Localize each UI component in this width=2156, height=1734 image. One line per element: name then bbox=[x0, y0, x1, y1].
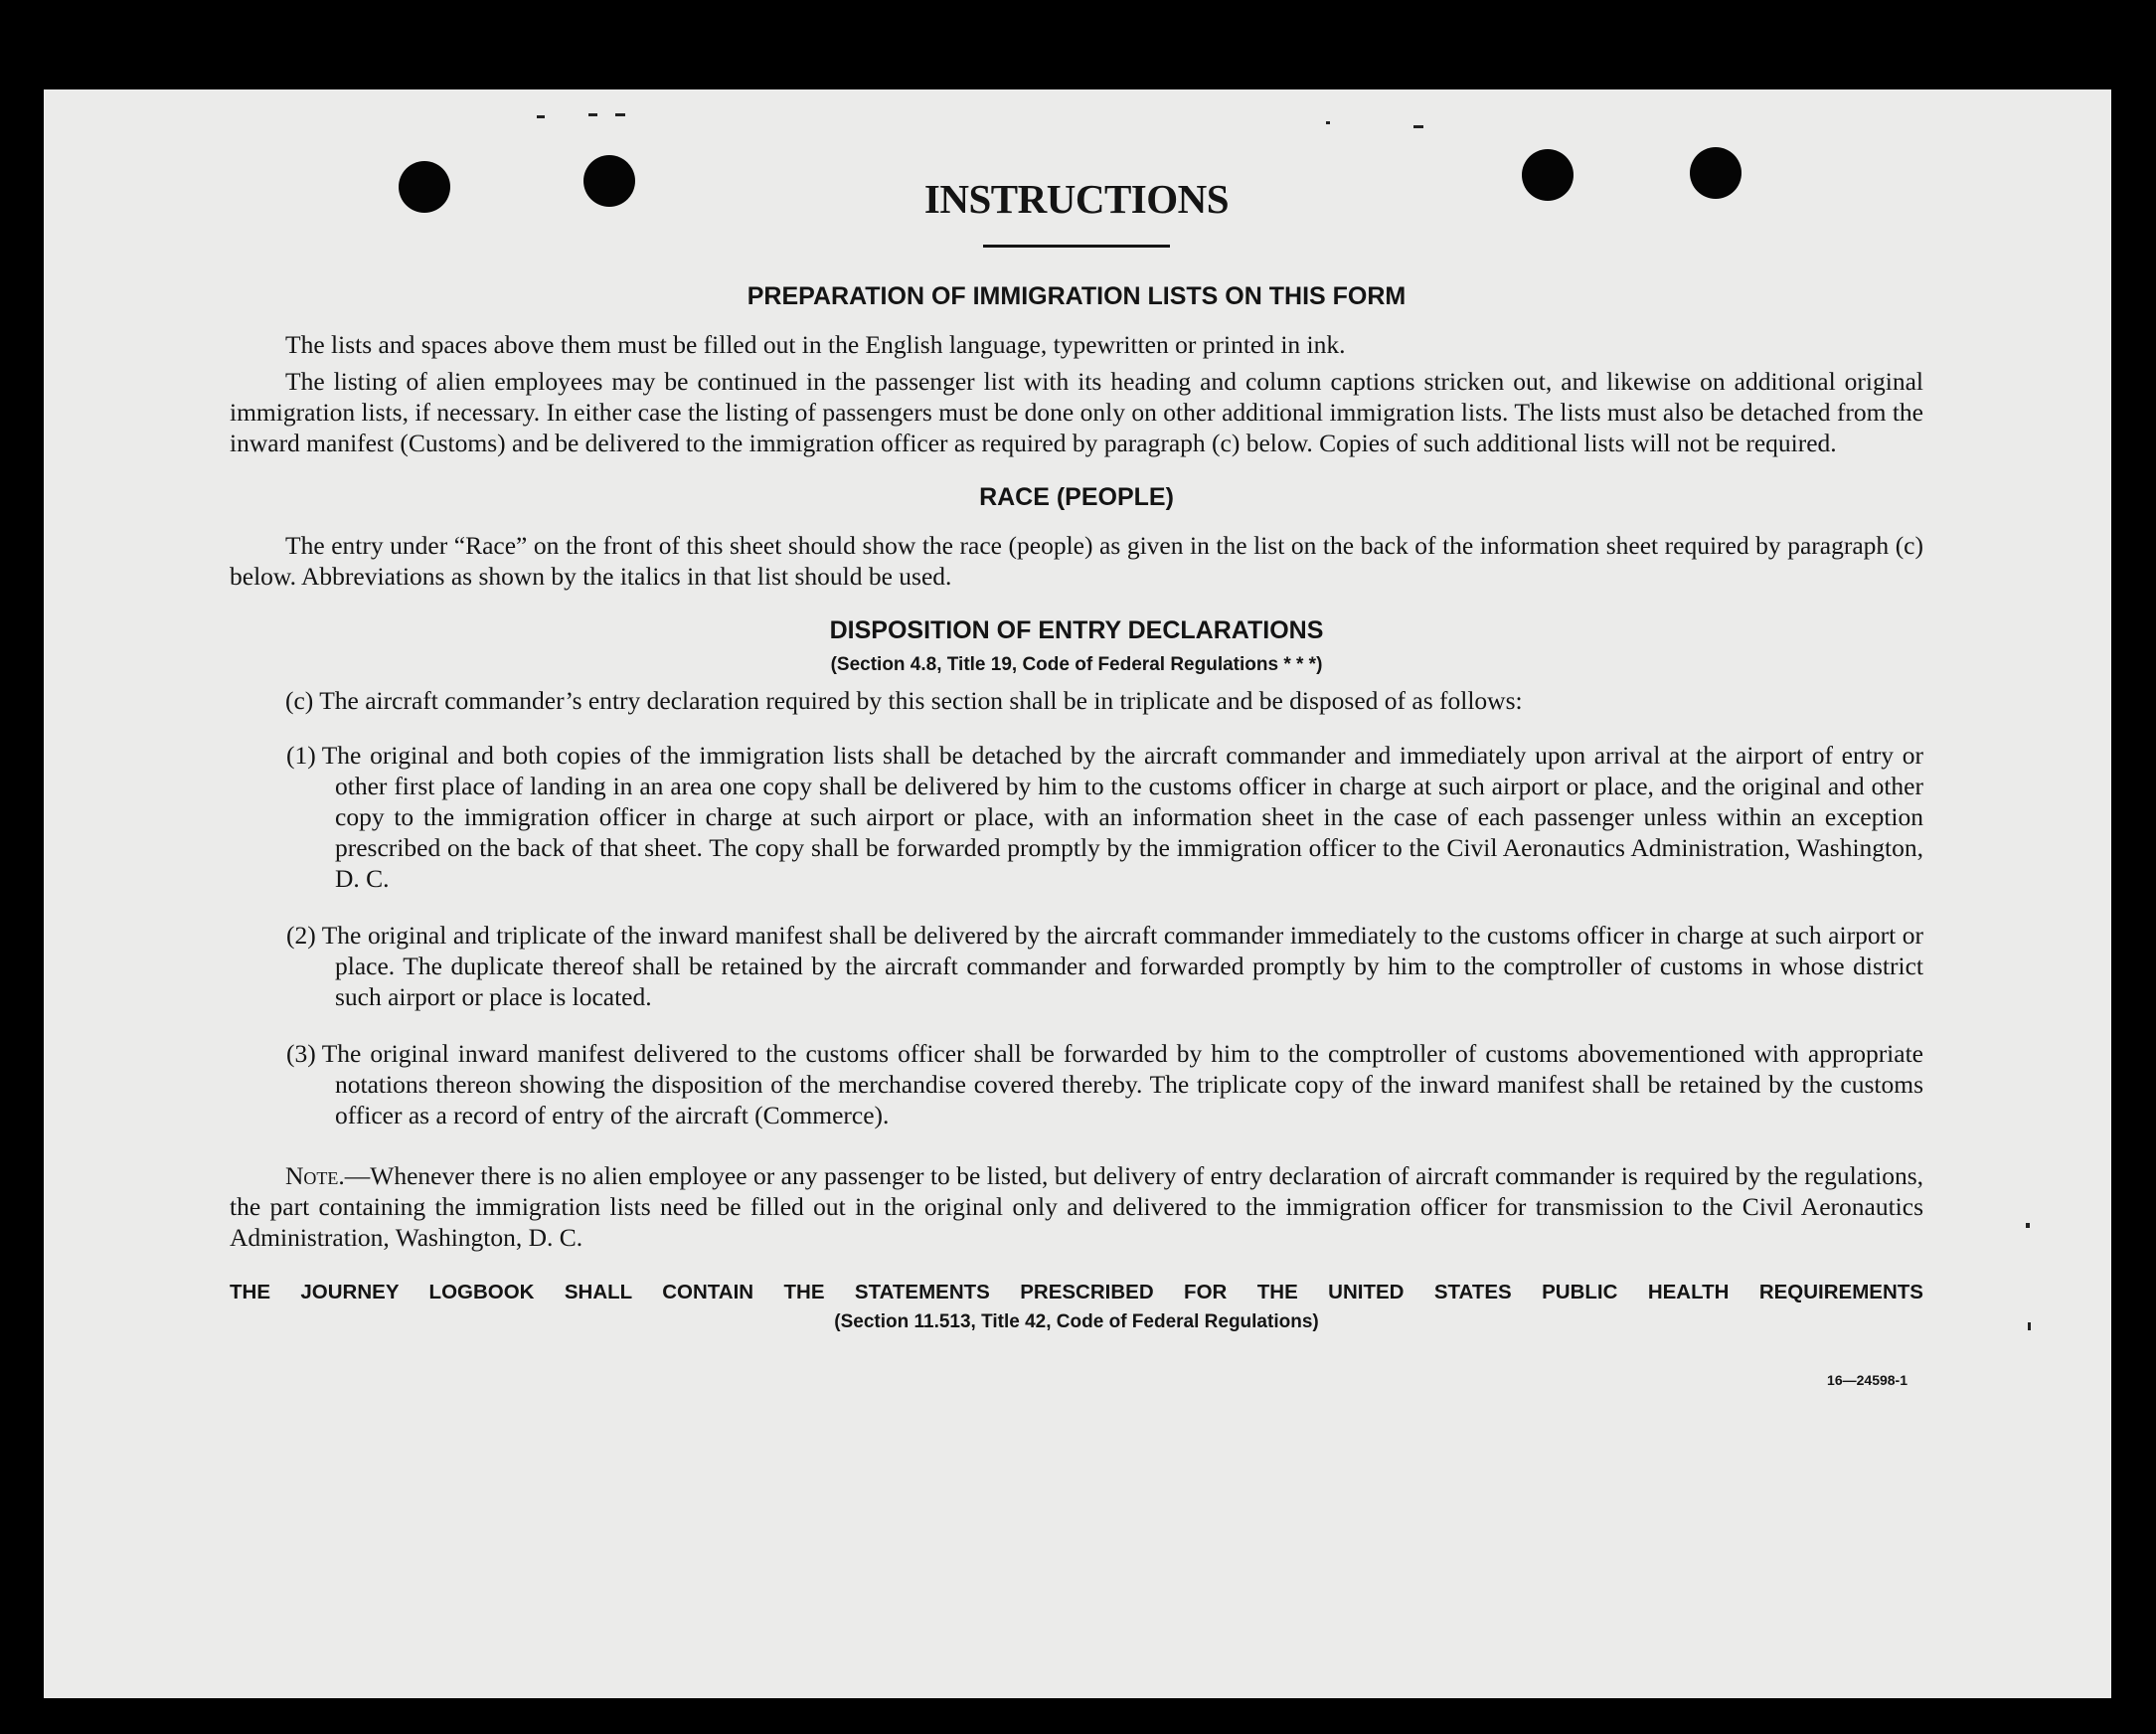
race-paragraph: The entry under “Race” on the front of this sheet should show the race (people) as given in the list on the back of the information sheet required by paragraph (c) below. Abbreviations as shown by the italics in that list should be used. bbox=[230, 531, 1923, 591]
note-text: —Whenever there is no alien employee or any passenger to be listed, but delivery of entry declaration of aircraft commander is required by the regulations, the part containing the immigration lists need be filled out in the original only and delivered to the immigration officer for transmission to the Civil Aeronautics Administration, Washington, D. C. bbox=[230, 1161, 1923, 1252]
section-heading-disposition: DISPOSITION OF ENTRY DECLARATIONS bbox=[829, 616, 1324, 644]
section-heading-race: RACE (PEOPLE) bbox=[979, 483, 1174, 511]
item-text: The original and both copies of the immigration lists shall be detached by the aircraft commander and immediately upon arrival at the airport of entry or other first place of landing in an area one copy shall be delivered by him to the customs officer in charge at such airport or place, and the original and other copy to the immigration officer in charge at such airport or place, with an information sheet in the case of each passenger unless within an exception prescribed on the back of that sheet. The copy shall be forwarded promptly by the immigration officer to the Civil Aeronautics Administration, Washington, D. C. bbox=[321, 741, 1923, 893]
scan-speck bbox=[2026, 1223, 2030, 1228]
journey-logbook-statement: THE JOURNEY LOGBOOK SHALL CONTAIN THE STATEMENTS PRESCRIBED FOR THE UNITED STATES PUBLIC HEALTH REQUIREMENTS bbox=[230, 1281, 1923, 1303]
preparation-paragraph-1: The lists and spaces above them must be filled out in the English language, typewritten or printed in ink. bbox=[285, 330, 1346, 359]
footer bbox=[230, 1336, 1923, 1396]
scan-speck bbox=[1326, 121, 1330, 124]
scan-speck bbox=[1413, 125, 1423, 128]
form-number: 16—24598-1 bbox=[1827, 1372, 1907, 1388]
journey-citation: (Section 11.513, Title 42, Code of Federal Regulations) bbox=[834, 1311, 1319, 1332]
disposition-item bbox=[286, 740, 1923, 894]
item-number: (1) bbox=[286, 741, 316, 770]
scan-speck bbox=[615, 113, 625, 116]
disposition-item bbox=[286, 1038, 1923, 1130]
disposition-citation: (Section 4.8, Title 19, Code of Federal Regulations * * *) bbox=[830, 654, 1323, 675]
disposition-item bbox=[286, 920, 1923, 1012]
note-label: Note. bbox=[285, 1161, 345, 1190]
preparation-paragraph-2: The listing of alien employees may be continued in the passenger list with its heading and column captions stricken out, and likewise on additional original immigration lists, if necessary. In either case the listing of passengers must be done only on other additional immigration lists. The lists must also be detached from the inward manifest (Customs) and be delivered to the immigration officer as required by paragraph (c) below. Copies of such additional lists will not be required. bbox=[230, 367, 1923, 457]
scan-speck bbox=[2028, 1322, 2031, 1330]
disposition-intro: (c) The aircraft commander’s entry declaration required by this section shall be in triplicate and be disposed of as follows: bbox=[285, 686, 1523, 715]
scan-speck bbox=[537, 115, 545, 118]
item-text: The original and triplicate of the inward manifest shall be delivered by the aircraft commander immediately to the customs officer in charge at such airport or place. The duplicate thereof shall be retained by the aircraft commander and forwarded promptly by him to the comptroller of customs in whose district such airport or place is located. bbox=[321, 921, 1923, 1011]
title-underline bbox=[983, 245, 1170, 248]
item-text: The original inward manifest delivered to the customs officer shall be forwarded by him to the comptroller of customs abovementioned with appropriate notations thereon showing the disposition of the merchandise covered thereby. The triplicate copy of the inward manifest shall be retained by the customs officer as a record of entry of the aircraft (Commerce). bbox=[321, 1039, 1923, 1129]
section-heading-preparation: PREPARATION OF IMMIGRATION LISTS ON THIS FORM bbox=[746, 282, 1407, 310]
item-number: (3) bbox=[286, 1039, 316, 1068]
note-paragraph bbox=[230, 1160, 1923, 1253]
instructions-content bbox=[230, 169, 1923, 1396]
item-number: (2) bbox=[286, 921, 316, 950]
scan-speck bbox=[588, 113, 597, 116]
page-title: INSTRUCTIONS bbox=[923, 176, 1230, 222]
